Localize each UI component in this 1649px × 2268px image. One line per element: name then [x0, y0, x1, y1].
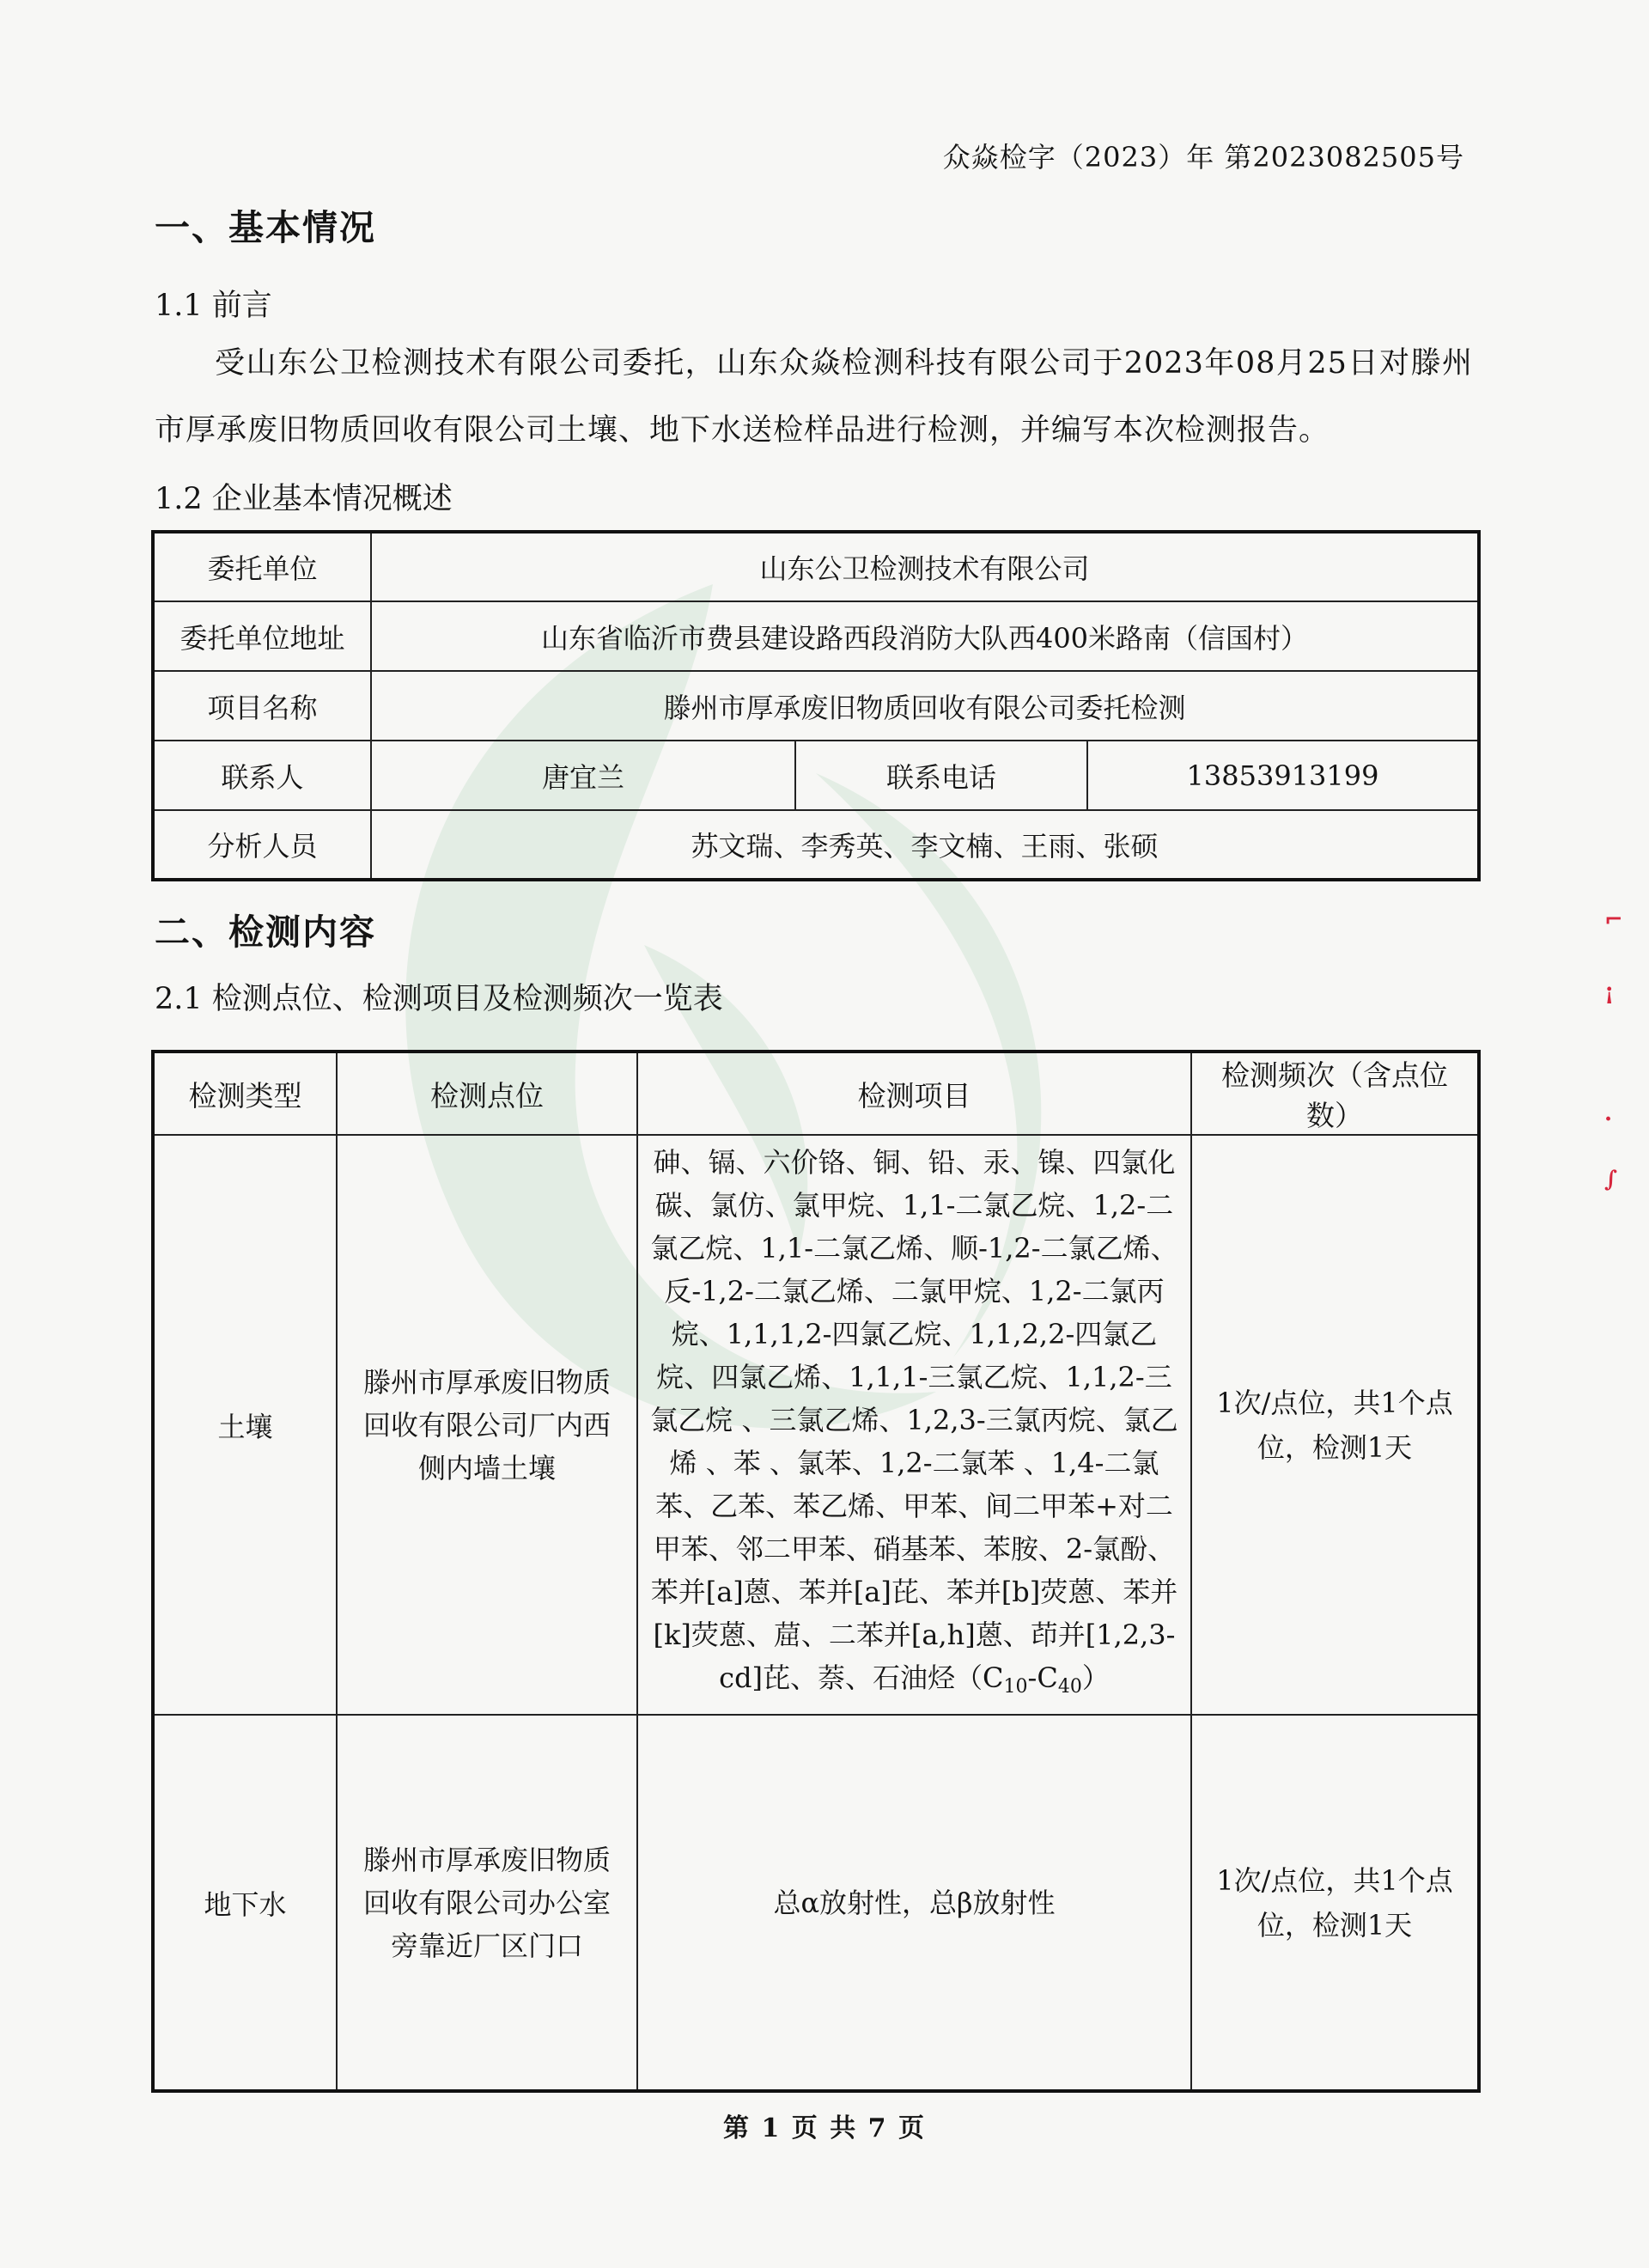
header-site: 检测点位	[337, 1052, 637, 1135]
row-items-soil	[637, 1135, 1191, 1715]
row-type-soil: 土壤	[153, 1135, 337, 1715]
project-label: 项目名称	[153, 671, 371, 741]
table-row	[153, 601, 1479, 671]
subscript: 40	[1057, 1676, 1082, 1698]
soil-items-text: 砷、镉、六价铬、铜、铅、汞、镍、四氯化碳、氯仿、氯甲烷、1,1-二氯乙烷、1,2-二氯乙烷、1,1-二氯乙烯、顺-1,2-二氯乙烯、反-1,2-二氯乙烯、二氯甲烷、1,2-二氯丙烷、1,1,1,2-四氯乙烷、1,1,2,2-四氯乙烷、四氯乙烯、1,1,1-三氯乙烷、1,1,2-三氯乙烷 、三氯乙烯、1,2,3-三氯丙烷、氯乙烯 、苯 、氯苯、1,2-二氯苯 、1,4-二氯苯、乙苯、苯乙烯、甲苯、间二甲苯+对二甲苯、邻二甲苯、硝基苯、苯胺、2-氯酚、苯并[a]蒽、苯并[a]芘、苯并[b]荧蒽、苯并[k]荧蒽、䓛、二苯并[a,h]蒽、茚并[1,2,3-cd]芘、萘、石油烃（C	[650, 1146, 1178, 1694]
header-items: 检测项目	[637, 1052, 1191, 1135]
dash: -C	[1027, 1661, 1058, 1694]
address-value: 山东省临沂市费县建设路西段消防大队西400米路南（信国村）	[371, 601, 1479, 671]
seal-edge-mark: ¡	[1604, 979, 1615, 1005]
phone-label: 联系电话	[795, 741, 1087, 810]
preface-paragraph: 受山东公卫检测技术有限公司委托，山东众焱检测科技有限公司于2023年08月25日对滕州市厚承废旧物质回收有限公司土壤、地下水送检样品进行检测，并编写本次检测报告。	[155, 346, 1473, 448]
seal-edge-mark: ⌐	[1604, 907, 1623, 933]
table-row	[153, 1135, 1479, 1715]
page-footer: 第 1 页 共 7 页	[723, 2113, 926, 2143]
header-type: 检测类型	[153, 1052, 337, 1135]
table-header-row	[153, 1052, 1479, 1135]
table-row	[153, 810, 1479, 880]
section-title-content: 二、检测内容	[155, 911, 376, 953]
client-label: 委托单位	[153, 532, 371, 601]
subscript: 10	[1003, 1676, 1028, 1698]
address-label: 委托单位地址	[153, 601, 371, 671]
row-frequency-groundwater: 1次/点位，共1个点位，检测1天	[1191, 1715, 1479, 2091]
report-number: 众焱检字（2023）年 第2023082505号	[942, 141, 1464, 174]
table-row	[153, 1715, 1479, 2091]
row-site-groundwater: 滕州市厚承废旧物质回收有限公司办公室旁靠近厂区门口	[337, 1715, 637, 2091]
row-type-groundwater: 地下水	[153, 1715, 337, 2091]
header-frequency: 检测频次（含点位数）	[1191, 1052, 1479, 1135]
testing-items-table	[151, 1050, 1481, 2093]
subsection-title-items: 2.1 检测点位、检测项目及检测频次一览表	[155, 982, 723, 1016]
contact-value: 唐宜兰	[371, 741, 795, 810]
analysts-label: 分析人员	[153, 810, 371, 880]
basic-info-table	[151, 530, 1481, 881]
contact-label: 联系人	[153, 741, 371, 810]
section-title-basic: 一、基本情况	[155, 207, 376, 248]
table-row	[153, 671, 1479, 741]
analysts-value: 苏文瑞、李秀英、李文楠、王雨、张硕	[371, 810, 1479, 880]
subsection-title-preface: 1.1 前言	[155, 289, 272, 323]
client-value: 山东公卫检测技术有限公司	[371, 532, 1479, 601]
closing-paren: ）	[1081, 1661, 1110, 1694]
seal-edge-mark: ·	[1604, 1107, 1613, 1132]
row-site-soil: 滕州市厚承废旧物质回收有限公司厂内西侧内墙土壤	[337, 1135, 637, 1715]
subsection-title-overview: 1.2 企业基本情况概述	[155, 482, 453, 516]
row-frequency-soil: 1次/点位，共1个点位，检测1天	[1191, 1135, 1479, 1715]
table-row	[153, 532, 1479, 601]
row-items-groundwater: 总α放射性，总β放射性	[637, 1715, 1191, 2091]
project-value: 滕州市厚承废旧物质回收有限公司委托检测	[371, 671, 1479, 741]
phone-value: 13853913199	[1087, 741, 1479, 810]
seal-edge-mark: ∫	[1604, 1167, 1618, 1192]
table-row	[153, 741, 1479, 810]
